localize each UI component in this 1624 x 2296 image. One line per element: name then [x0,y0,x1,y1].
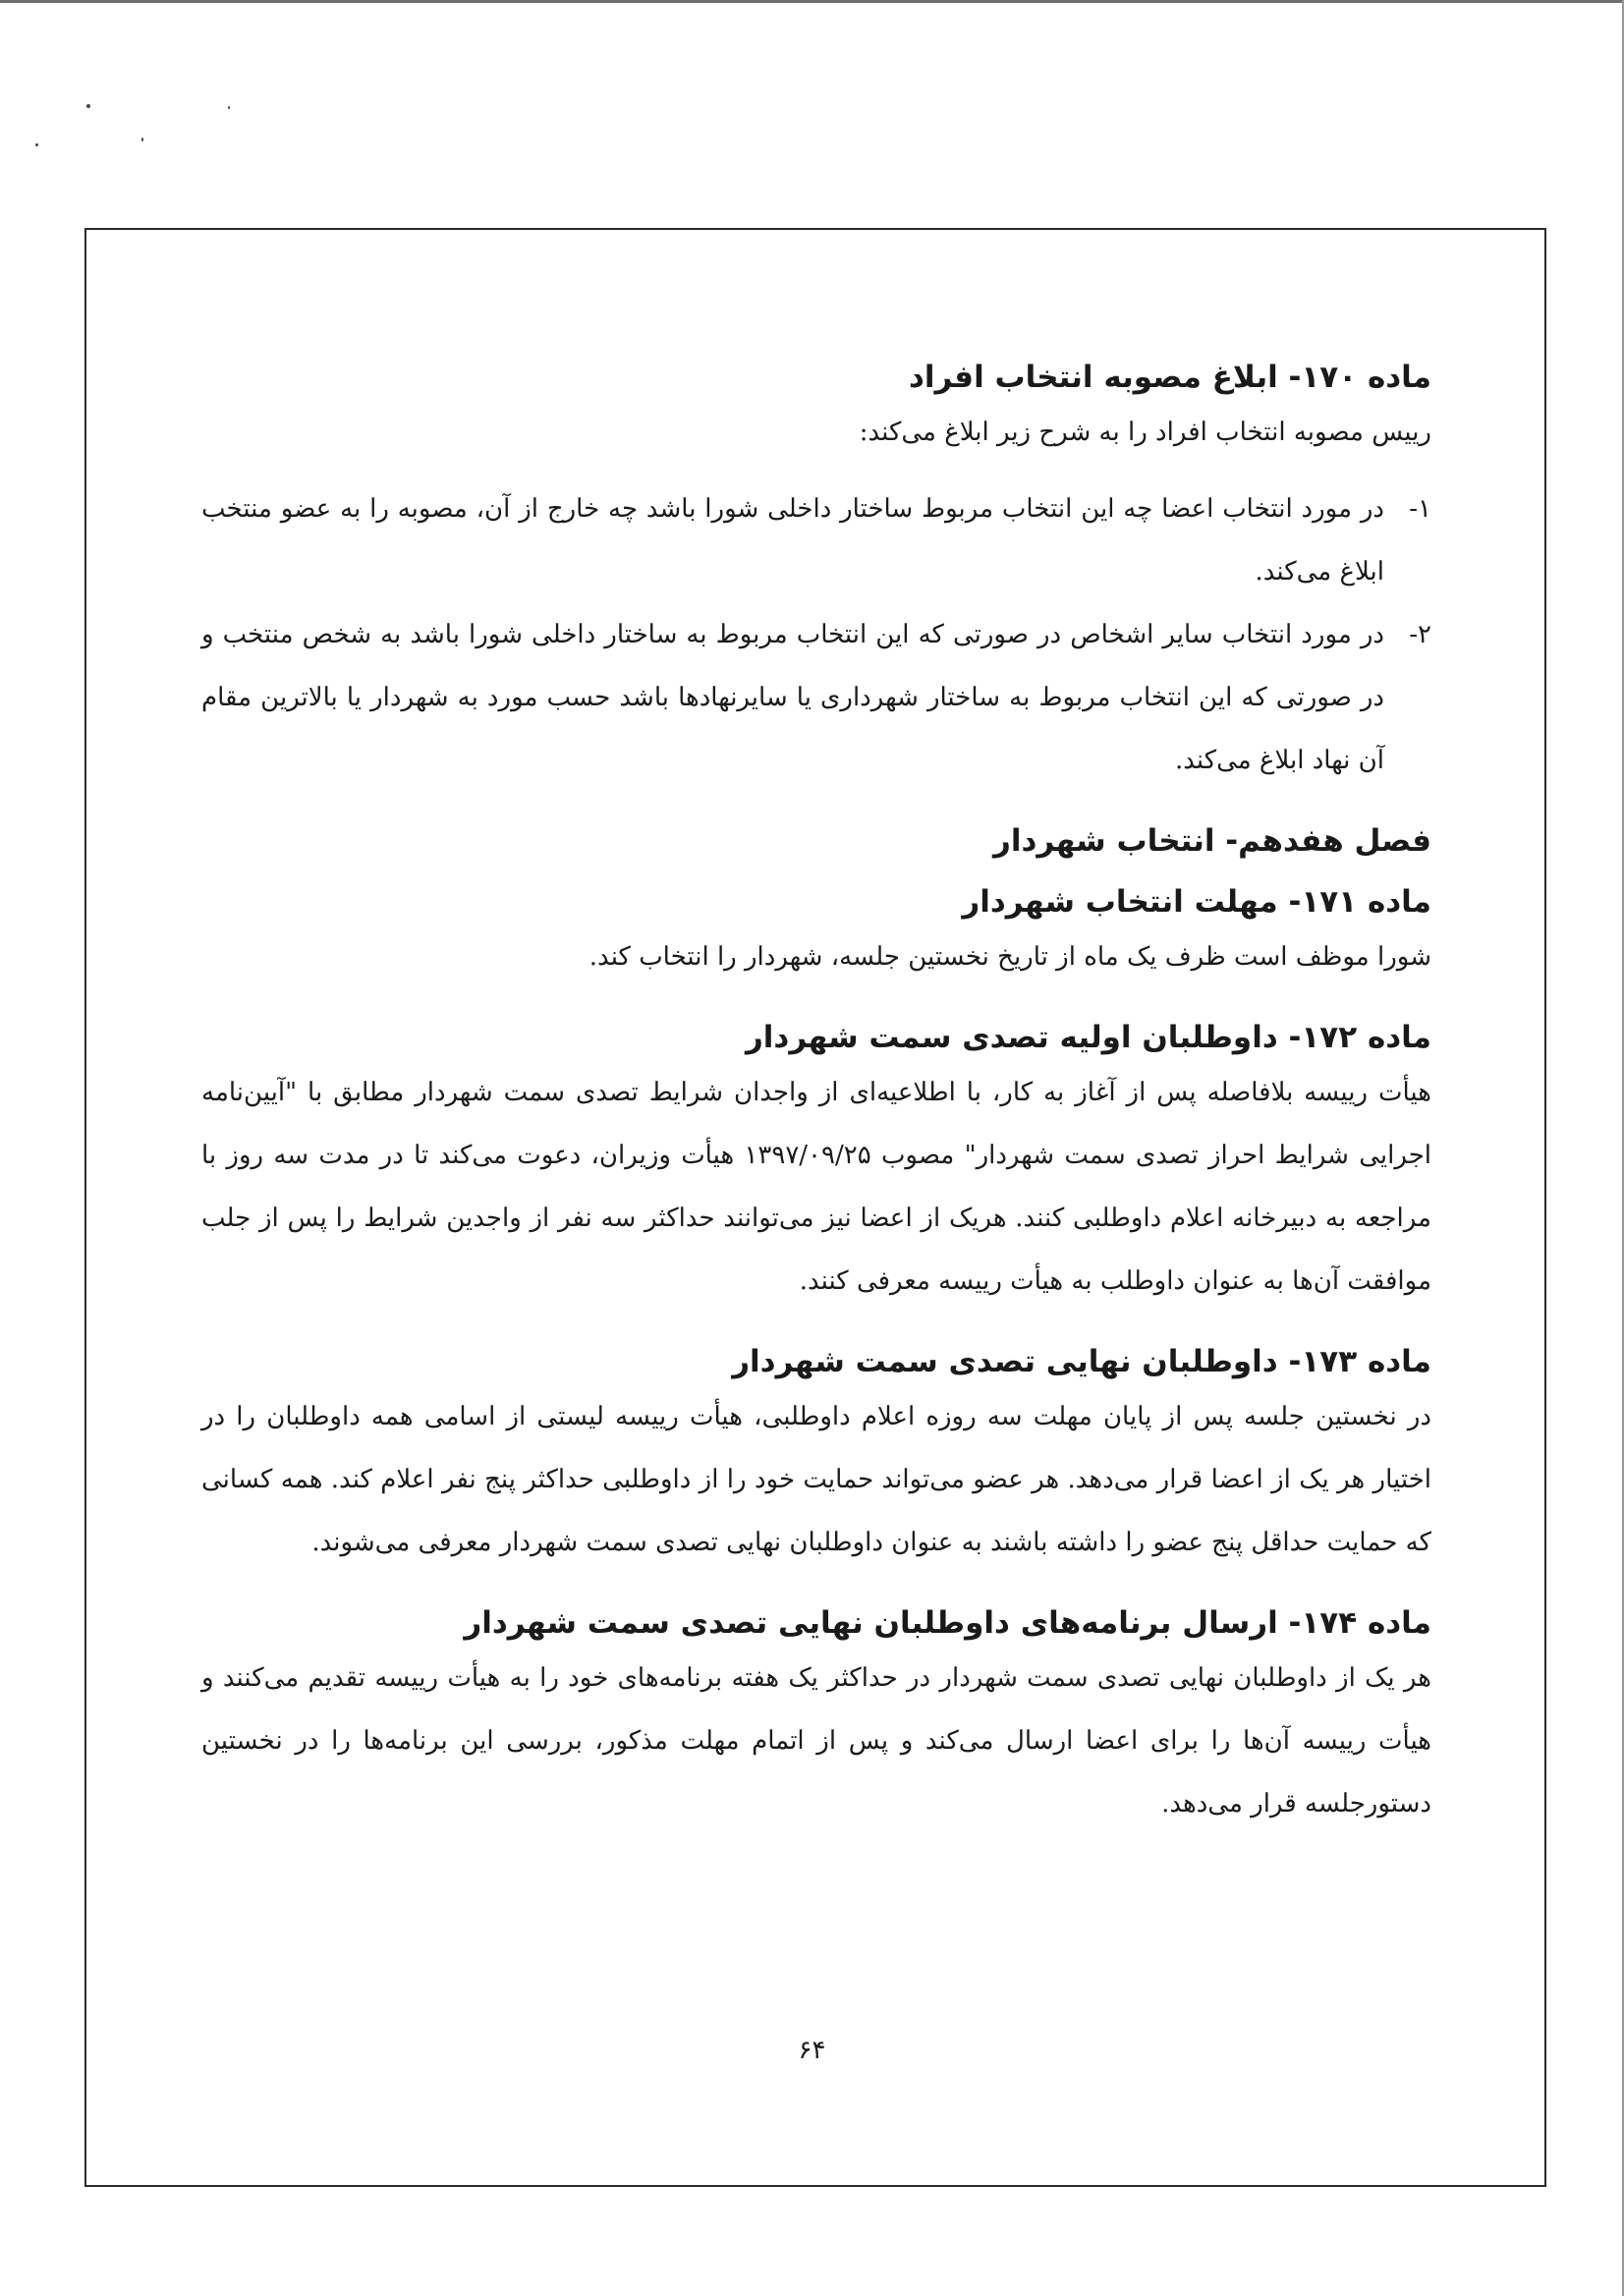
scan-speck [141,138,143,141]
item-text: در مورد انتخاب اعضا چه این انتخاب مربوط ساختار داخلی شورا باشد چه خارج از آن، مصوبه را به عضو منتخب ابلاغ می‌کند. [201,494,1384,587]
scan-speck [35,143,38,146]
scan-edge-top [0,0,1624,3]
document-body [201,354,1431,1835]
scan-speck [228,106,230,109]
article-173-heading: ماده ۱۷۳- داوطلبان نهایی تصدی سمت شهردار [732,1344,1431,1379]
item-number: ۱- [1409,494,1431,524]
item-text: در مورد انتخاب سایر اشخاص در صورتی که این انتخاب مربوط به ساختار داخلی شورا باشد به شخص منتخب و در صورتی که این انتخاب مربوط به ساختار شهرداری یا سایرنهادها باشد حسب مورد به شهردار یا بالاترین مقام آن نهاد ابلاغ می‌کند. [201,620,1384,775]
article-172-heading: ماده ۱۷۲- داوطلبان اولیه تصدی سمت شهردار [745,1020,1431,1055]
article-174-heading: ماده ۱۷۴- ارسال برنامه‌های داوطلبان نهایی تصدی سمت شهردار [464,1605,1431,1641]
article-171-heading: ماده ۱۷۱- مهلت انتخاب شهردار [962,884,1431,920]
item-number: ۲- [1409,620,1431,649]
article-170-intro: رییس مصوبه انتخاب افراد را به شرح زیر ابلاغ می‌کند: [859,418,1431,447]
article-173-text: در نخستین جلسه پس از پایان مهلت سه روزه اعلام داوطلبی، هیأت رییسه لیستی از اسامی همه داوطلبان را در اختیار هر یک از اعضا قرار می‌دهد. هر عضو می‌تواند حمایت خود را از داوطلبی حداکثر پنج نفر اعلام کند. همه کسانی که حمایت حداقل پنج عضو را داشته باشند به عنوان داوطلبان نهایی تصدی سمت شهردار معرفی می‌شوند. [201,1402,1431,1557]
chapter-17-title: فصل هفدهم- انتخاب شهردار [993,823,1431,859]
article-172-text: هیأت رییسه بلافاصله پس از آغاز به کار، با اطلاعیه‌ای از واجدان شرایط تصدی سمت شهردار مطابق با "آیین‌نامه اجرایی شرایط احراز تصدی سمت شهردار" مصوب ۱۳۹۷/۰۹/۲۵ هیأت وزیران، دعوت می‌کند تا در مدت سه روز با مراجعه به دبیرخانه اعلام داوطلبی کنند. هریک از اعضا نیز می‌توانند حداکثر سه نفر از واجدین شرایط را پس از جلب موافقت آن‌ها به عنوان داوطلب به هیأت رییسه معرفی کنند. [201,1078,1431,1296]
article-170-item-2 [201,603,1431,792]
page-number: ۶۴ [798,2036,826,2065]
article-170-heading: ماده ۱۷۰- ابلاغ مصوبه انتخاب افراد [908,360,1431,395]
article-170-item-1 [201,477,1431,603]
article-174-text: هر یک از داوطلبان نهایی تصدی سمت شهردار در حداکثر یک هفته برنامه‌های خود را به هیأت رییسه تقدیم می‌کنند و هیأت رییسه آن‌ها را برای اعضا ارسال می‌کند و پس از اتمام مهلت مذکور، بررسی این برنامه‌ها را در نخستین دستورجلسه قرار می‌دهد. [201,1663,1431,1819]
scan-speck [86,104,90,108]
article-171-text: شورا موظف است ظرف یک ماه از تاریخ نخستین جلسه، شهردار را انتخاب کند. [588,942,1431,972]
